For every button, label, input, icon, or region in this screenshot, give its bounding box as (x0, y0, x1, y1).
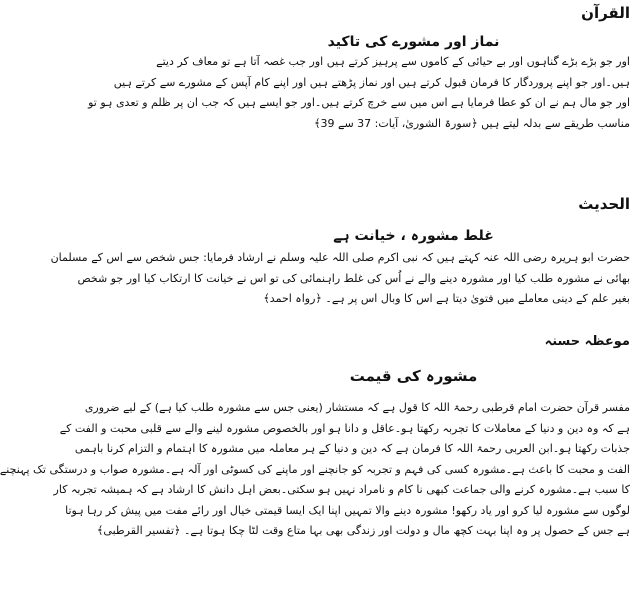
hadith-line-2: بھائی نے مشورہ طلب کیا اور مشورہ دینے والے نے اُس کی غلط راہنمائی کی تو اس نے خیانت کا ارتکاب کیا اور جو شخص (77, 271, 630, 285)
sermon-line-5: کا سبب ہے۔مشورہ کرنے والی جماعت کبھی نا کام و نامراد نہیں ہو سکتی۔بعض اہل دانش کا ارشاد ہے کہ ہمیشہ تجربہ کار (53, 483, 630, 496)
hadith-label: الحدیث (578, 195, 630, 213)
sermon-line-1: مفسر قرآن حضرت امام قرطبی رحمۃ اللہ کا قول ہے کہ مستشار (یعنی جس سے مشورہ طلب کیا ہے) کے لیے ضروری (84, 401, 630, 414)
sermon-reference: ﴿تفسیر القرطبی﴾ (96, 524, 181, 537)
quran-line-1: اور جو بڑے بڑے گناہوں اور بے حیائی کے کاموں سے پرہیز کرتے ہیں اور جب غصہ آتا ہے تو معاف کر دیتے (156, 55, 630, 68)
quran-text (88, 52, 630, 134)
sermon-line-7-text: ہے جس کے حصول پر وہ اپنا بہت کچھ مال و دولت اور زندگی بھی بہا متاع وقت لٹا چکا ہوتا ہے۔ (183, 524, 630, 537)
hadith-line-1: حضرت ابو ہریرہ رضی اللہ عنہ کہتے ہیں کہ نبی اکرم صلی اللہ علیہ وسلم نے ارشاد فرمایا: جس شخص سے اس کے مسلمان (50, 251, 630, 264)
hadith-line-3 (197, 289, 630, 310)
quran-label: القرآن (581, 4, 630, 22)
quran-line-3: اور جو مال ہم نے ان کو عطا فرمایا ہے اس میں سے خرچ کرتے ہیں۔اور جو ایسے ہیں کہ جب ان پر ظلم و تعدی ہو تو (88, 96, 630, 109)
sermon-line-7 (96, 521, 630, 542)
quran-line-4-text: مناسب طریقے سے بدلہ لیتے ہیں (481, 116, 630, 130)
hadith-line-3-text: بغیر علم کے دینی معاملے میں فتویٰ دیتا ہے اس کا وبال اس پر ہے۔ (325, 292, 630, 305)
sermon-line-6: لوگوں سے مشورہ لیا کرو اور یاد رکھو! مشورہ دینے والا تمہیں اپنا ایک ایسا قیمتی خیال اور رائے مفت میں پیش کر رہا ہوتا (65, 503, 630, 517)
sermon-line-3: جذبات رکھتا ہو۔ابن العربی رحمۃ اللہ کا فرمان ہے کہ دین و دنیا کے ہر معاملہ میں مشورہ کا اہتمام و التزام کرنا باہمی (74, 442, 630, 455)
hadith-text (50, 248, 630, 310)
hadith-heading: غلط مشورہ ، خیانت ہے (333, 228, 494, 244)
sermon-heading: مشورہ کی قیمت (349, 367, 478, 385)
quran-reference: ﴿سورۃ الشوریٰ، آیات: 37 سے 39﴾ (314, 116, 478, 130)
quran-line-2: ہیں۔اور جو اپنے پروردگار کا فرمان قبول کرتے ہیں اور نماز پڑھتے ہیں اور اپنے کام آپس کے مشورے سے کرتے ہیں (113, 75, 630, 89)
sermon-line-4: الفت و محبت کا باعث ہے۔مشورہ کسی کی فہم و تجربہ کو جانچنے اور ماپنے کی کسوٹی اور آلہ ہے۔مشورہ صواب و درستگی تک پہنچنے (0, 462, 630, 476)
sermon-line-2: ہے کہ وہ دین و دنیا کے معاملات کا تجربہ رکھتا ہو۔عاقل و دانا ہو اور بالخصوص مشورہ لینے والے سے قلبی محبت و الفت کے (59, 421, 630, 435)
quran-line-4 (197, 114, 630, 135)
quran-section (197, 2, 630, 24)
sermon-text (0, 398, 630, 542)
sermon-label: موعظہ حسنہ (544, 334, 630, 349)
quran-heading: نماز اور مشورے کی تاکید (327, 34, 500, 50)
hadith-reference: ﴿رواہ احمد﴾ (263, 292, 322, 305)
